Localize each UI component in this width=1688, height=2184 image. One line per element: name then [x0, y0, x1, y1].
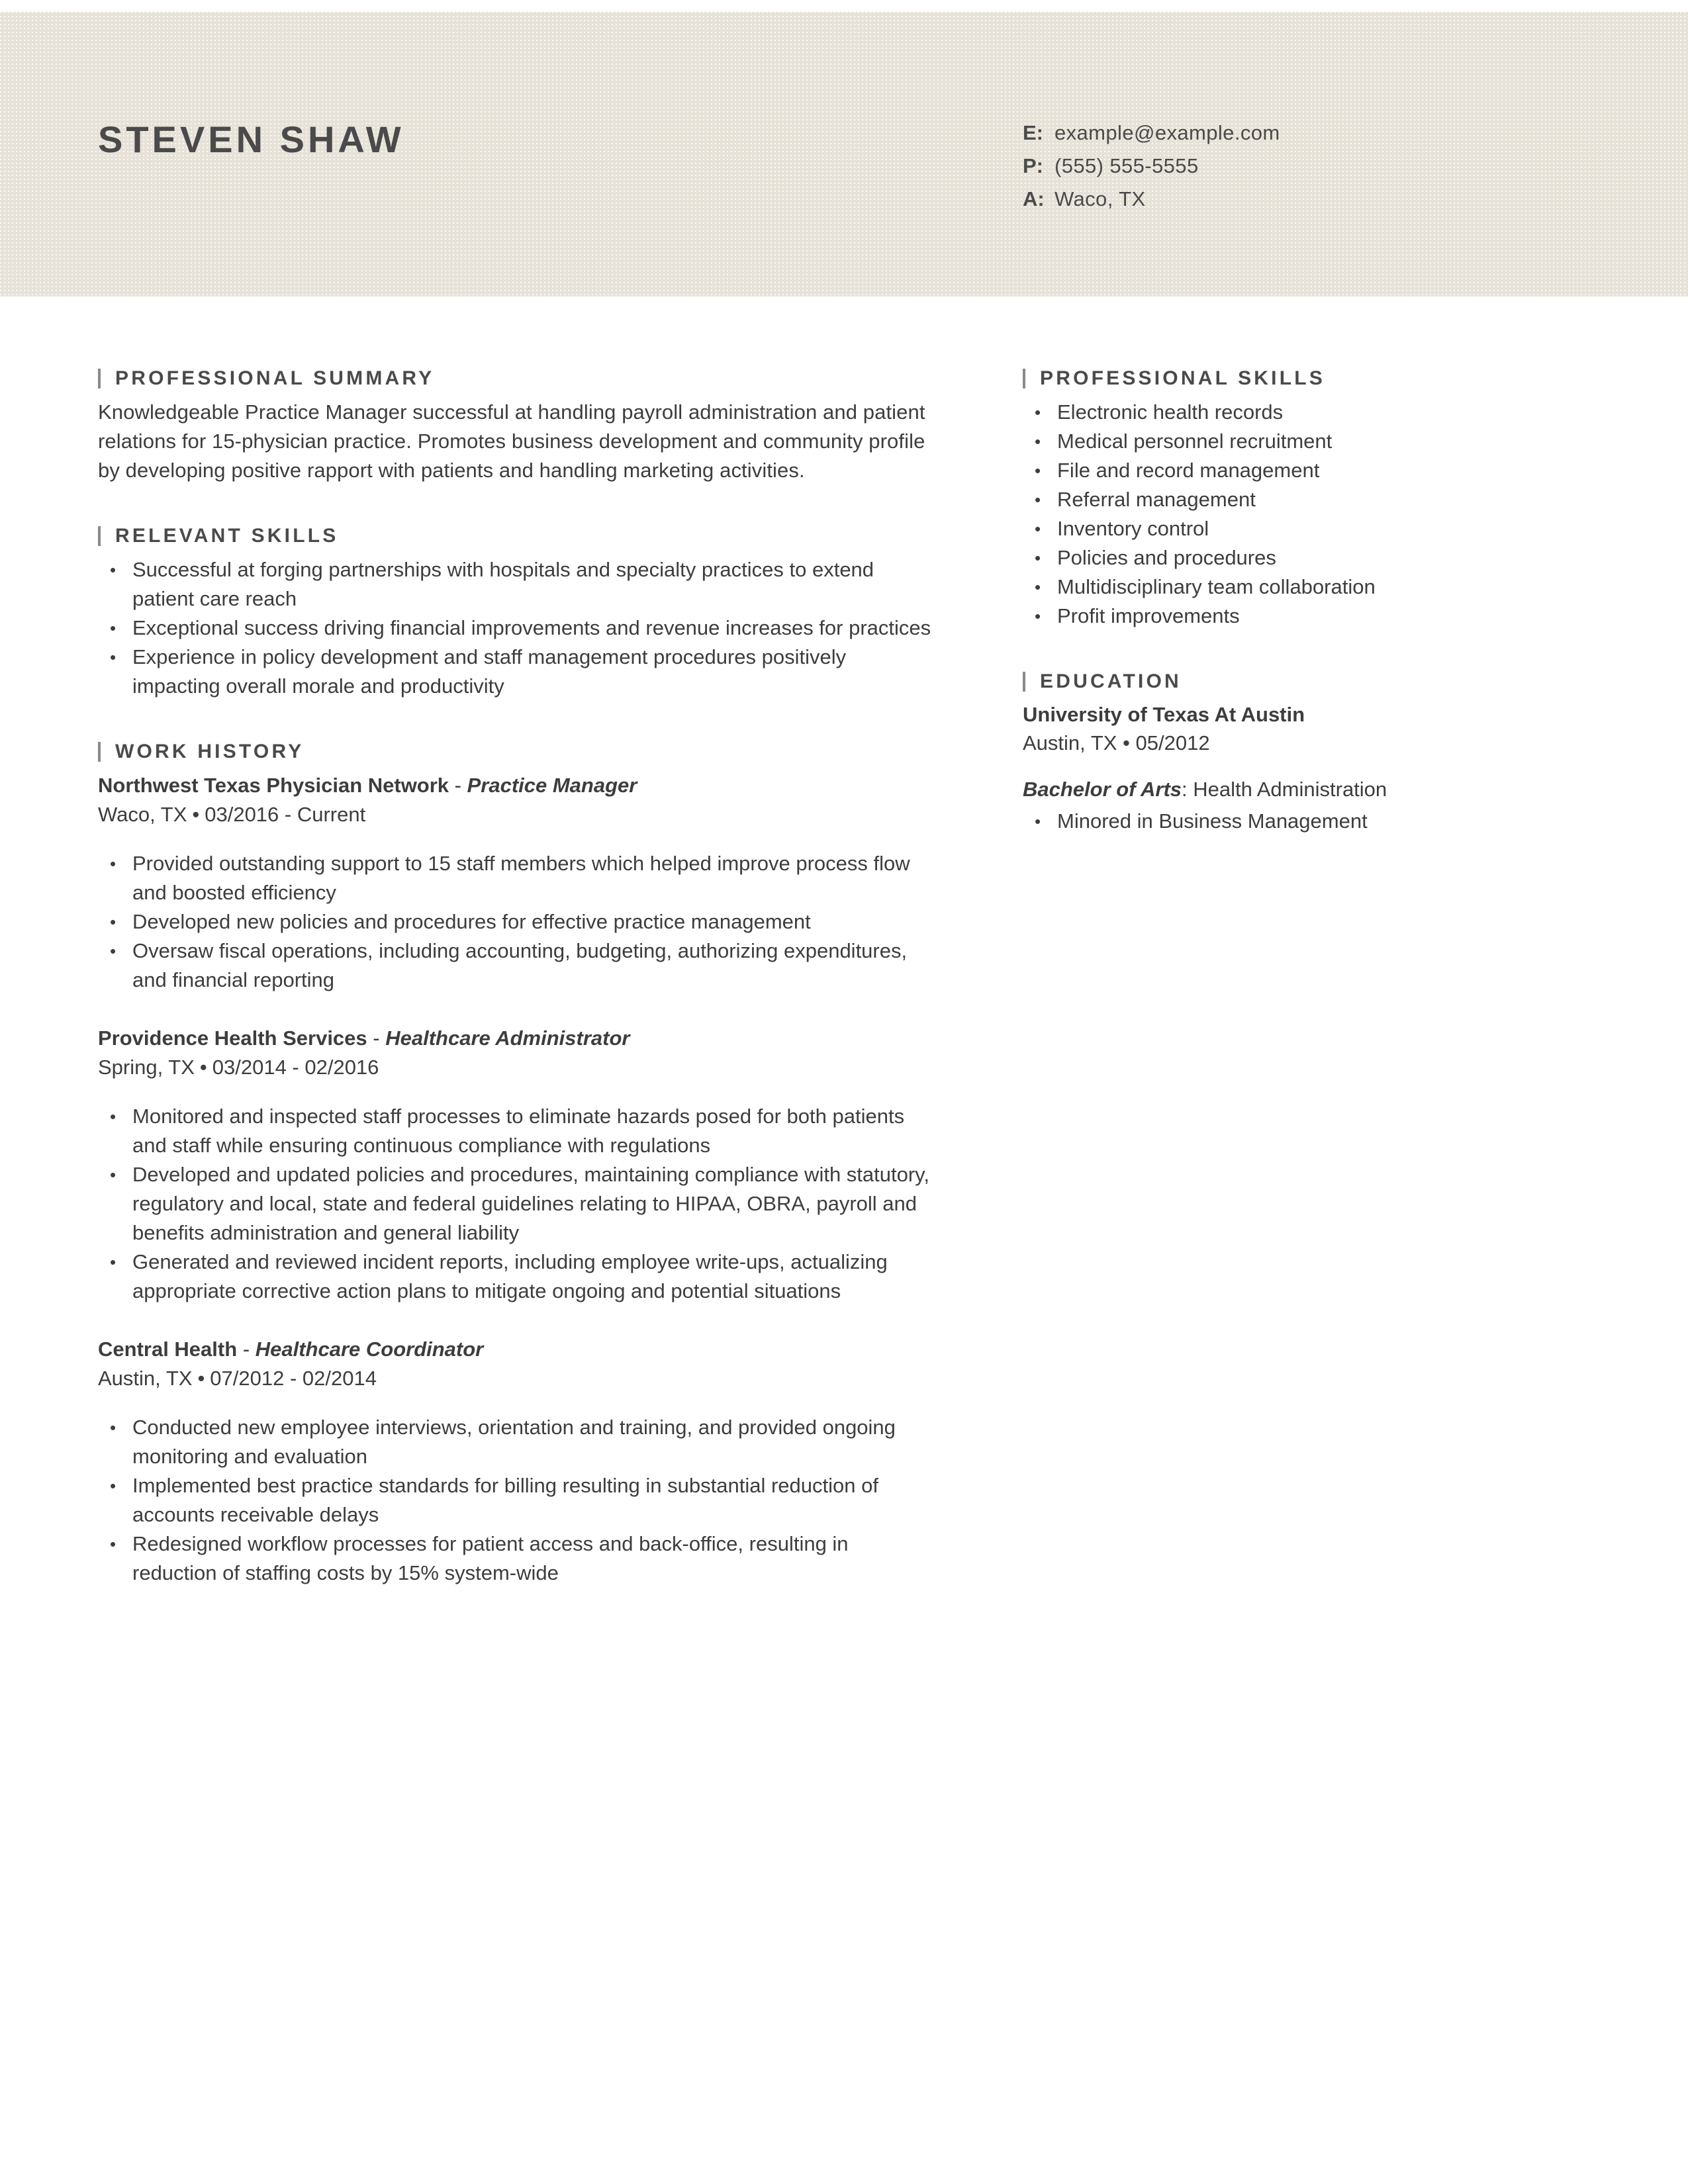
section-heading-professional-skills [1023, 367, 1605, 390]
section-heading-text: RELEVANT SKILLS [115, 525, 339, 547]
relevant-skills-list [98, 555, 932, 701]
list-item: • Electronic health records [1023, 398, 1605, 427]
job-location: Spring, TX [98, 1056, 195, 1079]
contact-email-value: example@example.com [1055, 121, 1280, 144]
contact-block [1023, 116, 1280, 216]
list-item: • Multidisciplinary team collaboration [1023, 572, 1605, 602]
job-title-line [98, 1024, 932, 1053]
section-education [1023, 670, 1605, 836]
job-bullets [98, 849, 932, 995]
contact-address-value: Waco, TX [1055, 187, 1146, 210]
list-item: • Experience in policy development and staff management procedures positively impacting overall morale and productivity [98, 643, 932, 701]
section-heading-text: PROFESSIONAL SKILLS [1040, 367, 1325, 389]
work-entry [98, 771, 932, 995]
section-heading-relevant-skills [98, 525, 932, 547]
section-heading-work-history [98, 741, 932, 763]
job-dates: 03/2016 - Current [205, 803, 366, 826]
section-professional-summary [98, 367, 932, 485]
professional-skills-list [1023, 398, 1605, 631]
section-heading-education [1023, 670, 1605, 693]
job-role: Healthcare Coordinator [255, 1338, 484, 1361]
section-bar-icon [1023, 369, 1025, 388]
job-separator: - [367, 1026, 386, 1050]
list-item: • Referral management [1023, 485, 1605, 514]
contact-address-label: A: [1023, 187, 1045, 210]
list-item: • Policies and procedures [1023, 543, 1605, 572]
summary-paragraph: Knowledgeable Practice Manager successful at handling payroll administration and patient relations for 15-physician practice. Promotes business development and community profile by developing positive rapport with patients and handling marketing activities. [98, 400, 925, 482]
section-bar-icon [98, 526, 101, 546]
job-company: Central Health [98, 1338, 238, 1361]
list-item: • Conducted new employee interviews, orientation and training, and provided ongoing monitoring and evaluation [98, 1413, 932, 1471]
list-item: • Generated and reviewed incident reports, including employee write-ups, actualizing appropriate corrective action plans to mitigate ongoing and potential situations [98, 1248, 932, 1306]
right-column [1023, 367, 1605, 836]
work-entry [98, 1335, 932, 1588]
meta-dot-icon: • [197, 1367, 205, 1390]
contact-email-label: E: [1023, 121, 1043, 144]
list-item: • Successful at forging partnerships with hospitals and specialty practices to extend patient care reach [98, 555, 932, 614]
job-location: Waco, TX [98, 803, 187, 826]
education-date: 05/2012 [1135, 731, 1210, 754]
contact-phone [1023, 150, 1280, 183]
meta-dot-icon: • [199, 1056, 207, 1079]
header-content [0, 12, 1688, 296]
job-company: Northwest Texas Physician Network [98, 774, 449, 797]
job-role: Healthcare Administrator [385, 1026, 630, 1050]
job-dates: 07/2012 - 02/2014 [210, 1367, 377, 1390]
job-meta-line [98, 1364, 932, 1393]
job-meta-line [98, 1053, 932, 1082]
section-bar-icon [98, 369, 101, 388]
job-meta-line [98, 800, 932, 829]
section-work-history [98, 741, 932, 1588]
education-school: University of Texas At Austin [1023, 703, 1305, 726]
job-separator: - [449, 774, 467, 797]
education-degree-line [1023, 775, 1605, 804]
education-meta-line [1023, 729, 1605, 758]
left-column [98, 367, 932, 1588]
job-separator: - [237, 1338, 256, 1361]
candidate-name: STEVEN SHAW [98, 118, 404, 160]
list-item: • Minored in Business Management [1023, 807, 1605, 836]
contact-address [1023, 183, 1280, 216]
list-item: • Profit improvements [1023, 602, 1605, 631]
job-company: Providence Health Services [98, 1026, 367, 1050]
list-item: • Monitored and inspected staff processes to eliminate hazards posed for both patients and staff while ensuring continuous compliance with regulations [98, 1102, 932, 1160]
section-bar-icon [1023, 672, 1025, 692]
section-professional-skills [1023, 367, 1605, 631]
section-heading-text: EDUCATION [1040, 670, 1182, 692]
section-heading-text: WORK HISTORY [115, 741, 305, 762]
list-item: • File and record management [1023, 456, 1605, 485]
header-band [0, 12, 1688, 296]
section-relevant-skills [98, 525, 932, 701]
education-location: Austin, TX [1023, 731, 1117, 754]
list-item: • Medical personnel recruitment [1023, 427, 1605, 456]
job-title-line [98, 1335, 932, 1364]
education-bullets [1023, 807, 1605, 836]
list-item: • Developed new policies and procedures for effective practice management [98, 907, 932, 936]
education-degree-field: : Health Administration [1182, 778, 1387, 801]
list-item: • Implemented best practice standards for billing resulting in substantial reduction of accounts receivable delays [98, 1471, 932, 1529]
job-bullets [98, 1102, 932, 1306]
section-heading-professional-summary [98, 367, 932, 390]
contact-phone-label: P: [1023, 154, 1043, 177]
list-item: • Inventory control [1023, 514, 1605, 543]
education-degree: Bachelor of Arts [1023, 778, 1182, 801]
meta-dot-icon: • [192, 803, 200, 826]
section-bar-icon [98, 742, 101, 762]
job-location: Austin, TX [98, 1367, 193, 1390]
section-heading-text: PROFESSIONAL SUMMARY [115, 367, 435, 389]
list-item: • Redesigned workflow processes for patient access and back-office, resulting in reduction of staffing costs by 15% system-wide [98, 1529, 932, 1588]
job-dates: 03/2014 - 02/2016 [212, 1056, 379, 1079]
list-item: • Provided outstanding support to 15 staff members which helped improve process flow and boosted efficiency [98, 849, 932, 907]
meta-dot-icon: • [1117, 731, 1136, 754]
list-item: • Developed and updated policies and procedures, maintaining compliance with statutory, regulatory and local, state and federal guidelines relating to HIPAA, OBRA, payroll and benefits administration and general liability [98, 1160, 932, 1248]
work-entry [98, 1024, 932, 1306]
job-role: Practice Manager [467, 774, 637, 797]
job-title-line [98, 771, 932, 800]
list-item: • Exceptional success driving financial improvements and revenue increases for practices [98, 614, 932, 643]
job-bullets [98, 1413, 932, 1588]
list-item: • Oversaw fiscal operations, including accounting, budgeting, authorizing expenditures, and financial reporting [98, 936, 932, 995]
contact-email [1023, 116, 1280, 150]
contact-phone-value: (555) 555-5555 [1055, 154, 1199, 177]
